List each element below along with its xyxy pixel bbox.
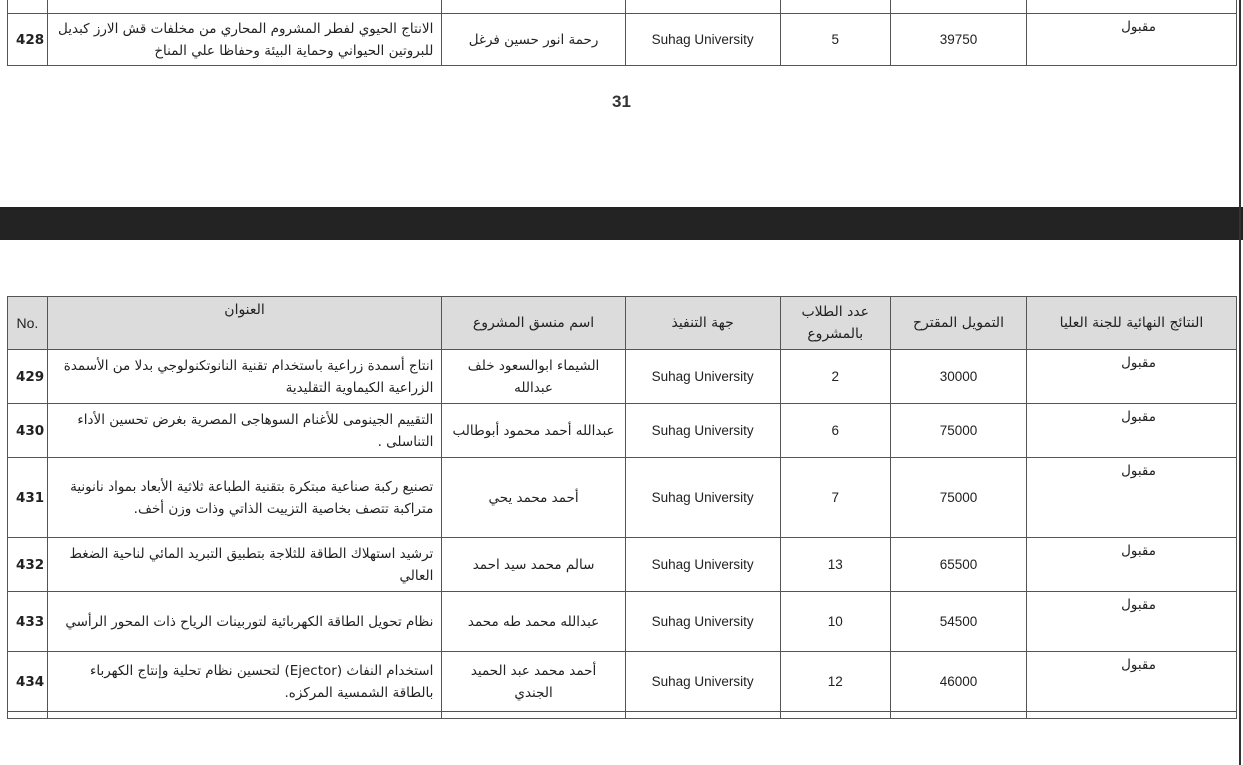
coordinator-name: سالم محمد سيد احمد — [442, 538, 625, 592]
institution: Suhag University — [625, 538, 780, 592]
project-title: استخدام النفاث (Ejector) لتحسين نظام تحلية وإنتاج الكهرباء بالطاقة الشمسية المركزه. — [47, 652, 442, 712]
student-count: 2 — [780, 350, 891, 404]
table-row — [8, 350, 1237, 404]
project-title: ترشيد استهلاك الطاقة للثلاجة بتطبيق التبريد المائي لناحية الضغط العالي — [47, 538, 442, 592]
project-title: الانتاج الحيوي لفطر المشروم المحاري من مخلفات قش الارز كبديل للبروتين الحيواني وحماية البيئة وحفاظا علي المناخ — [47, 14, 442, 66]
institution: Suhag University — [625, 458, 780, 538]
header-result: النتائج النهائية للجنة العليا — [1026, 297, 1236, 350]
table-header-row — [8, 297, 1237, 350]
student-count: 5 — [780, 14, 891, 66]
row-number: 433 — [8, 592, 48, 652]
project-title: انتاج أسمدة زراعية باستخدام تقنية النانوتكنولوجي بدلا من الأسمدة الزراعية الكيماوية التقليدية — [47, 350, 442, 404]
institution: Suhag University — [625, 592, 780, 652]
header-institution: جهة التنفيذ — [625, 297, 780, 350]
proposed-funding: 75000 — [891, 458, 1027, 538]
proposed-funding: 30000 — [891, 350, 1027, 404]
header-funding: التمويل المقترح — [891, 297, 1027, 350]
previous-page-table — [7, 0, 1237, 66]
student-count: 12 — [780, 652, 891, 712]
page-separator — [0, 207, 1243, 240]
header-no: No. — [8, 297, 48, 350]
row-number: 434 — [8, 652, 48, 712]
institution: Suhag University — [625, 350, 780, 404]
table-row-partial — [8, 0, 1237, 14]
project-title: نظام تحويل الطاقة الكهربائية لتوربينات الرياح ذات المحور الرأسي — [47, 592, 442, 652]
page-number: 31 — [612, 92, 631, 111]
coordinator-name: عبدالله أحمد محمود أبوطالب — [442, 404, 625, 458]
student-count: 6 — [780, 404, 891, 458]
proposed-funding: 54500 — [891, 592, 1027, 652]
coordinator-name: عبدالله محمد طه محمد — [442, 592, 625, 652]
student-count: 10 — [780, 592, 891, 652]
current-page — [0, 240, 1243, 765]
institution: Suhag University — [625, 404, 780, 458]
row-number: 428 — [8, 14, 48, 66]
final-result: مقبول — [1026, 592, 1236, 652]
page-edge-line — [1239, 0, 1241, 765]
proposed-funding: 75000 — [891, 404, 1027, 458]
student-count: 13 — [780, 538, 891, 592]
institution: Suhag University — [625, 652, 780, 712]
table-row — [8, 538, 1237, 592]
coordinator-name: الشيماء ابوالسعود خلف عبدالله — [442, 350, 625, 404]
proposed-funding: 39750 — [891, 14, 1027, 66]
student-count: 7 — [780, 458, 891, 538]
table-row — [8, 652, 1237, 712]
final-result: مقبول — [1026, 404, 1236, 458]
final-result: مقبول — [1026, 350, 1236, 404]
table-row-partial — [8, 712, 1237, 719]
table-row — [8, 458, 1237, 538]
final-result: مقبول — [1026, 652, 1236, 712]
coordinator-name: أحمد محمد عبد الحميد الجندي — [442, 652, 625, 712]
project-title: تصنيع ركبة صناعية مبتكرة بتقنية الطباعة ثلاثية الأبعاد بمواد نانونية متراكبة تتصف بخاصية التزييت الذاتي وذات وزن أخف. — [47, 458, 442, 538]
final-result: مقبول — [1026, 458, 1236, 538]
coordinator-name: رحمة انور حسين فرغل — [442, 14, 625, 66]
project-title: التقييم الجينومى للأغنام السوهاجى المصرية بغرض تحسين الأداء التناسلى . — [47, 404, 442, 458]
table-row — [8, 404, 1237, 458]
table-row — [8, 14, 1237, 66]
header-title: العنوان — [47, 297, 442, 350]
row-number: 429 — [8, 350, 48, 404]
header-students: عدد الطلاب بالمشروع — [780, 297, 891, 350]
row-number: 430 — [8, 404, 48, 458]
row-number: 431 — [8, 458, 48, 538]
projects-table — [7, 296, 1237, 719]
previous-page — [0, 0, 1243, 207]
proposed-funding: 46000 — [891, 652, 1027, 712]
proposed-funding: 65500 — [891, 538, 1027, 592]
final-result: مقبول — [1026, 538, 1236, 592]
table-row — [8, 592, 1237, 652]
row-number: 432 — [8, 538, 48, 592]
final-result: مقبول — [1026, 14, 1236, 66]
institution: Suhag University — [625, 14, 780, 66]
header-coordinator: اسم منسق المشروع — [442, 297, 625, 350]
coordinator-name: أحمد محمد يحي — [442, 458, 625, 538]
